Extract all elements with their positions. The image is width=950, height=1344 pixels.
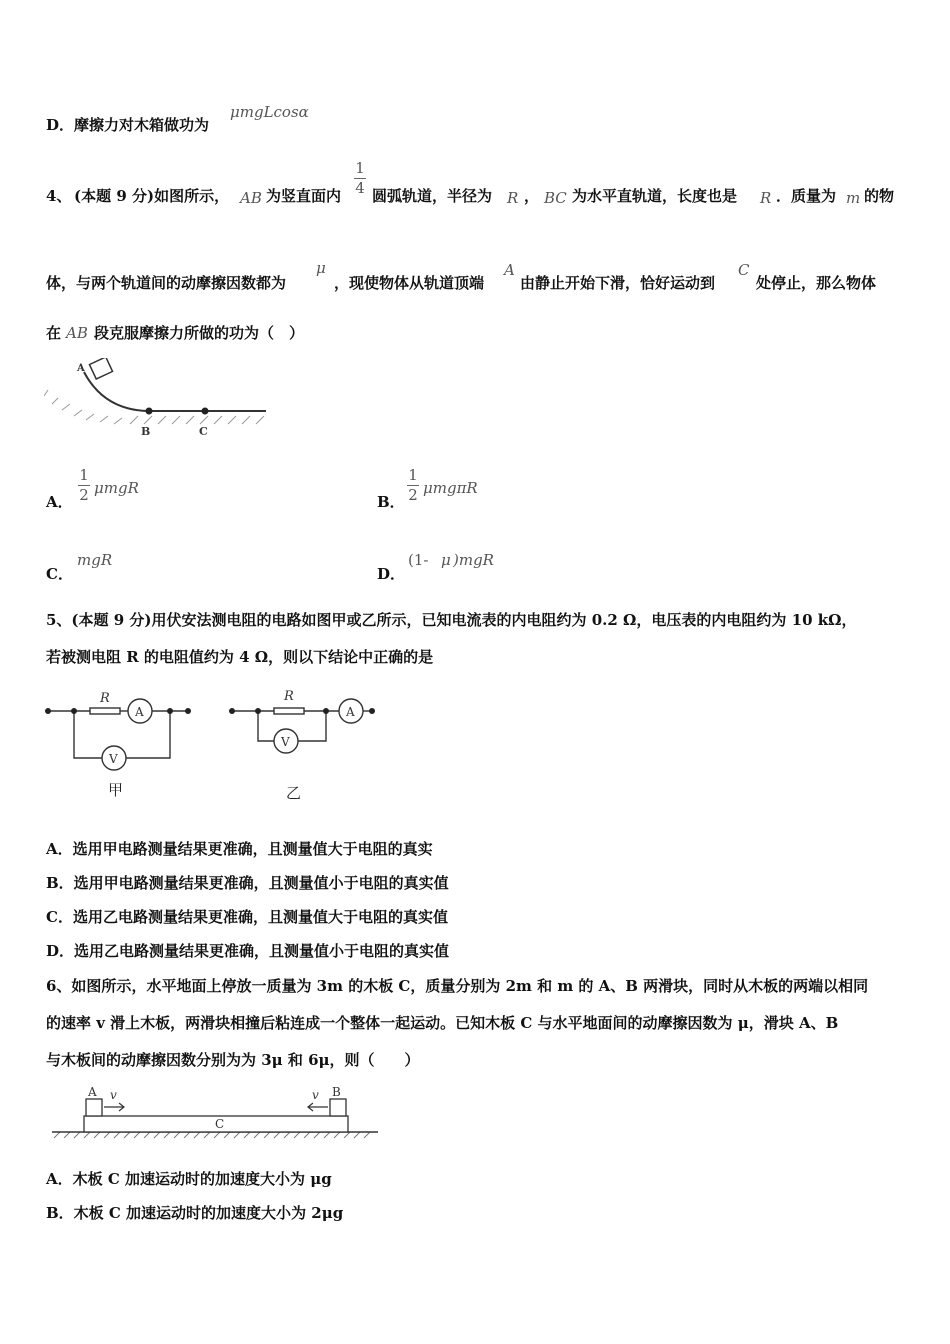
label-b: B — [332, 1085, 341, 1099]
block-a — [86, 1099, 102, 1116]
math-m: m — [846, 189, 861, 207]
resistor-label: R — [100, 691, 110, 706]
question-text: 若被测电阻 R 的电阻值约为 4 Ω，则以下结论中正确的是 — [46, 648, 434, 666]
option-d[interactable]: D．选用乙电路测量结果更准确，且测量值小于电阻的真实值 — [46, 942, 450, 960]
option-c[interactable]: C．选用乙电路测量结果更准确，且测量值大于电阻的真实值 — [46, 908, 448, 926]
question-text: 6、如图所示，水平地面上停放一质量为 3m 的木板 C，质量分别为 2m 和 m 的 A、B 两滑块，同时从木板的两端以相同 — [46, 977, 869, 995]
question-text: 的速率 v 滑上木板，两滑块相撞后粘连成一个整体一起运动。已知木板 C 与水平地面间的动摩擦因数为 μ，滑块 A、B — [46, 1014, 839, 1032]
point-c — [202, 408, 209, 415]
option-label: A． — [46, 493, 73, 511]
text: 为水平直轨道，长度也是 — [572, 187, 738, 205]
resistor-label: R — [284, 689, 294, 704]
math-mu: μ — [316, 259, 326, 277]
label-b: B — [141, 425, 151, 438]
circuit-caption: 甲 — [108, 781, 124, 799]
text: 由静止开始下滑，恰好运动到 — [520, 274, 716, 292]
fraction-half: 1 2 — [79, 466, 89, 504]
question-text: 与木板间的动摩擦因数分别为为 3μ 和 6μ，则（ ） — [46, 1051, 420, 1069]
text: ， — [524, 187, 540, 205]
formula: μmgR — [94, 479, 139, 497]
label-c: C — [215, 1117, 225, 1131]
option-a[interactable]: A．木板 C 加速运动时的加速度大小为 μg — [46, 1170, 332, 1188]
circuit-jia — [42, 684, 202, 806]
velocity-b: v — [312, 1088, 319, 1102]
ammeter-label: A — [135, 705, 144, 719]
text: 的物 — [864, 187, 895, 205]
text: 圆弧轨道，半径为 — [372, 187, 493, 205]
math-bc: BC — [544, 189, 567, 207]
text: ．质量为 — [776, 187, 837, 205]
label-a: A — [77, 363, 85, 374]
text: 为竖直面内 — [266, 187, 342, 205]
option-label: B． — [377, 493, 405, 511]
formula: μmgπR — [423, 479, 478, 497]
math-ab: AB — [66, 324, 88, 342]
math-r: R — [760, 189, 772, 207]
math-r: R — [507, 189, 519, 207]
math-a: A — [504, 261, 515, 279]
option-b[interactable]: B．木板 C 加速运动时的加速度大小为 2μg — [46, 1204, 344, 1222]
formula-pre: (1- — [408, 551, 429, 569]
option-label: D． — [377, 565, 406, 583]
label-c: C — [199, 425, 208, 438]
ammeter-label: A — [346, 705, 355, 719]
fraction-quarter: 1 4 — [355, 159, 365, 197]
question-text: 5、(本题 9 分)用伏安法测电阻的电路如图甲或乙所示，已知电流表的内电阻约为 0.2 Ω，电压表的内电阻约为 10 kΩ， — [46, 611, 857, 629]
formula-post: )mgR — [453, 551, 494, 569]
text: 段克服摩擦力所做的功为（ ） — [94, 324, 305, 342]
text: 在 — [46, 324, 62, 342]
board-figure — [48, 1080, 382, 1144]
math-ab: AB — [240, 189, 262, 207]
option-text: 摩擦力对木箱做功为 — [74, 116, 210, 134]
question-header: (本题 9 分)如图所示， — [74, 187, 230, 205]
block-b — [330, 1099, 346, 1116]
circuit-yi — [226, 684, 386, 806]
point-b — [146, 408, 153, 415]
option-label: D． — [46, 116, 75, 134]
circuit-caption: 乙 — [286, 784, 302, 802]
fraction-half: 1 2 — [408, 466, 418, 504]
formula: μmgLcosα — [230, 103, 309, 121]
text: 体，与两个轨道间的动摩擦因数都为 — [46, 274, 287, 292]
option-b[interactable]: B．选用甲电路测量结果更准确，且测量值小于电阻的真实值 — [46, 874, 449, 892]
block — [89, 358, 112, 379]
option-label: C． — [46, 565, 73, 583]
formula: mgR — [77, 551, 113, 569]
voltmeter-label: V — [109, 752, 118, 766]
option-a[interactable]: A．选用甲电路测量结果更准确，且测量值大于电阻的真实 — [46, 840, 433, 858]
text: ，现使物体从轨道顶端 — [334, 274, 485, 292]
voltmeter-label: V — [281, 735, 290, 749]
question-number: 4、 — [46, 187, 72, 205]
formula-mu: μ — [441, 551, 451, 569]
track-figure — [44, 358, 274, 440]
velocity-a: v — [110, 1088, 117, 1102]
text: 处停止，那么物体 — [756, 274, 877, 292]
math-c: C — [738, 261, 750, 279]
label-a: A — [88, 1085, 97, 1099]
